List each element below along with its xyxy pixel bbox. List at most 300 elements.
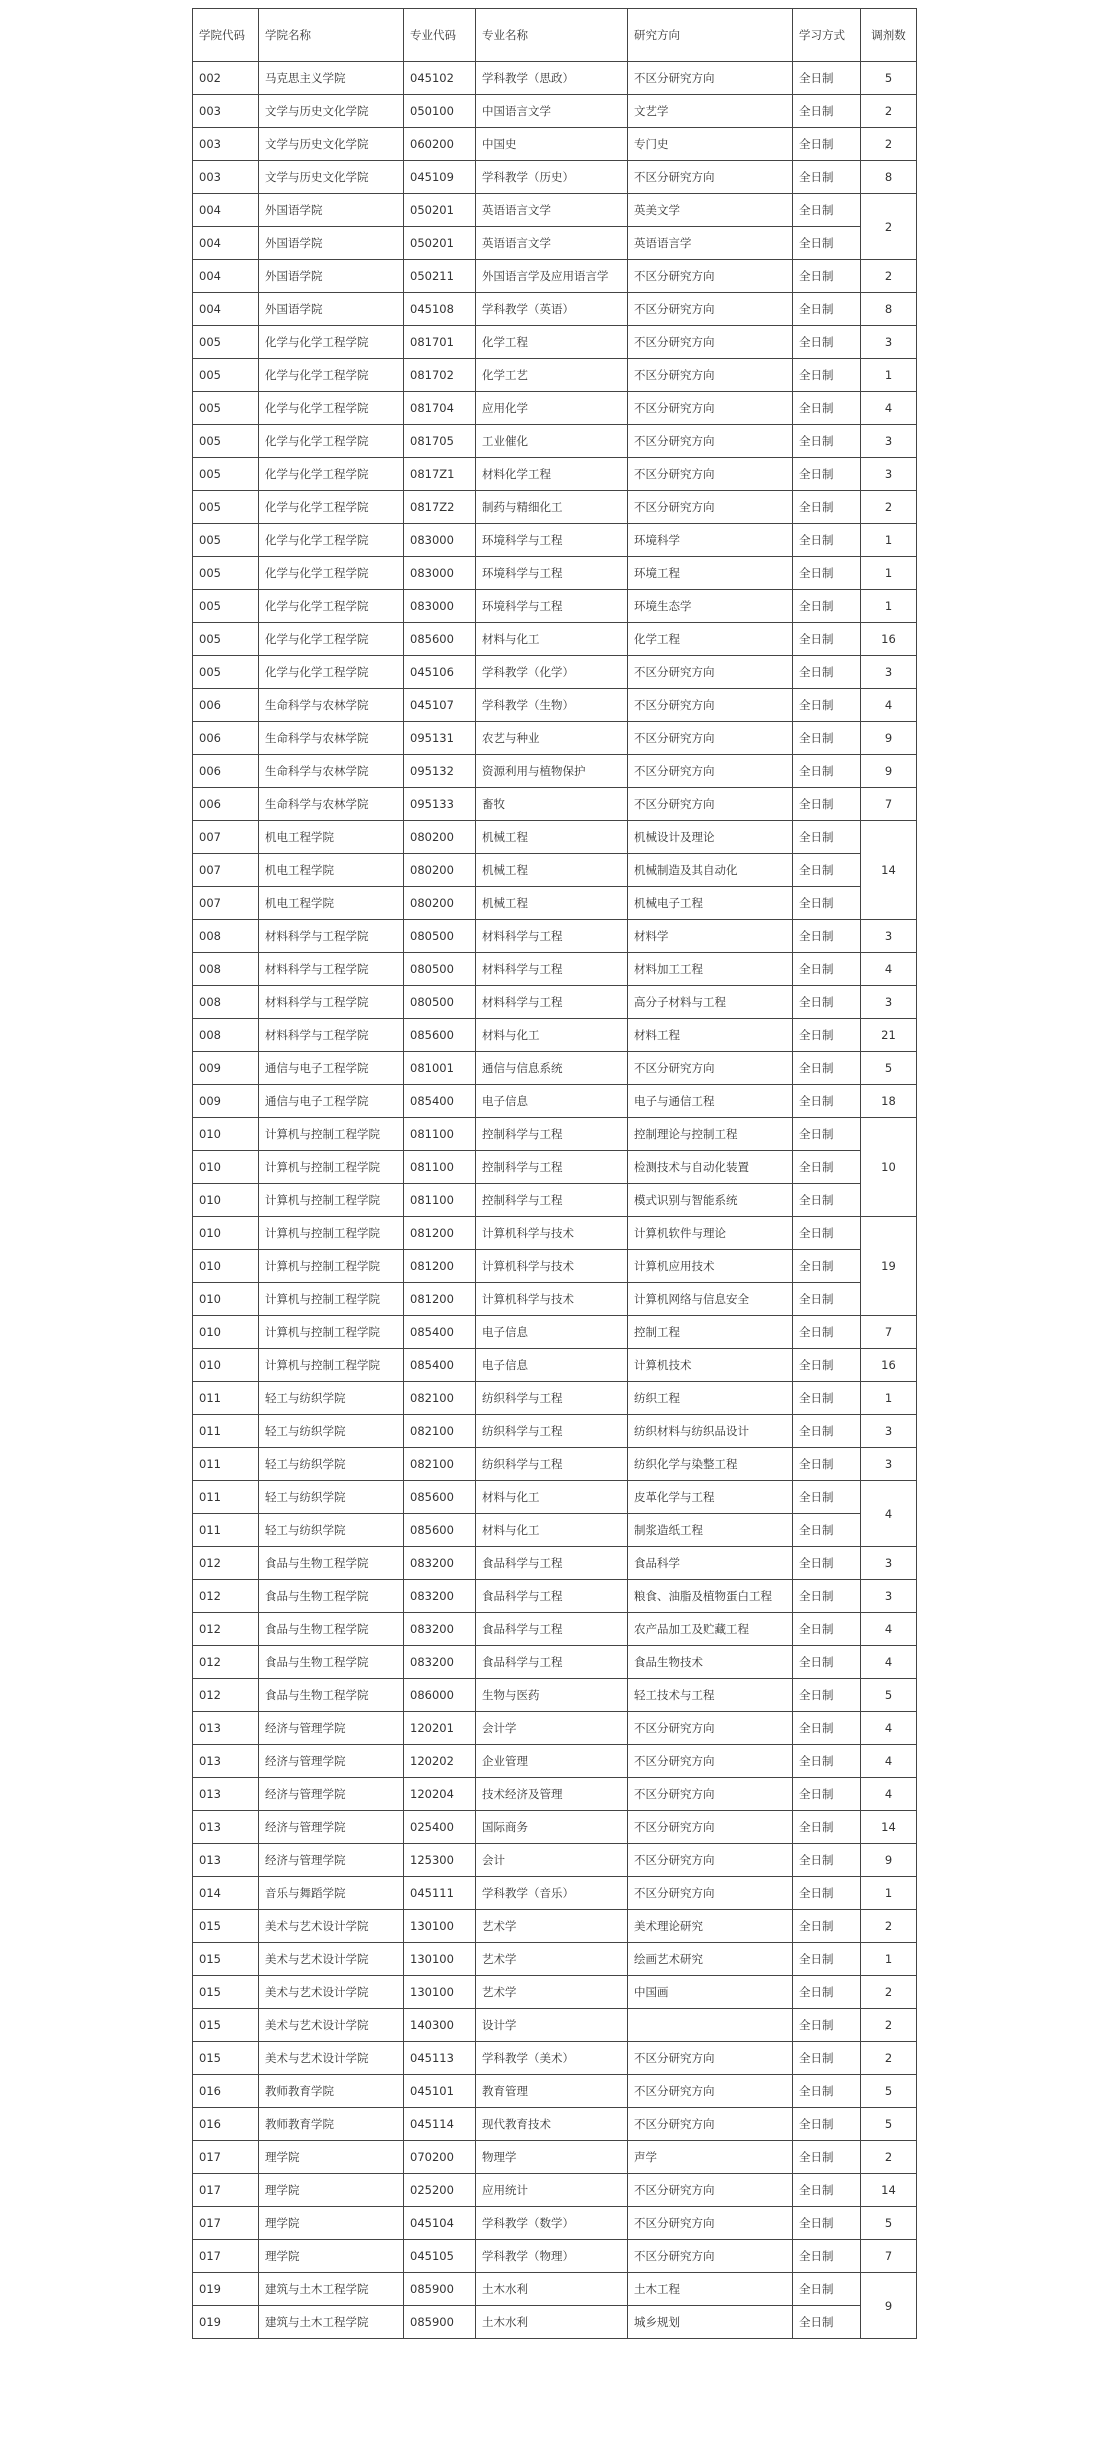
- cell-study-mode: 全日制: [793, 656, 861, 689]
- cell-major-code: 082100: [404, 1382, 476, 1415]
- cell-college-name: 经济与管理学院: [259, 1811, 404, 1844]
- cell-study-mode: 全日制: [793, 1283, 861, 1316]
- header-research-direction: 研究方向: [628, 9, 793, 62]
- cell-major-code: 120201: [404, 1712, 476, 1745]
- cell-quota: 2: [861, 2141, 917, 2174]
- cell-college-code: 015: [193, 1910, 259, 1943]
- cell-major-code: 081701: [404, 326, 476, 359]
- table-row: [193, 1217, 917, 1250]
- table-row: [193, 227, 917, 260]
- table-row: [193, 1547, 917, 1580]
- cell-study-mode: 全日制: [793, 227, 861, 260]
- cell-major-code: 130100: [404, 1910, 476, 1943]
- cell-research-direction: 不区分研究方向: [628, 1778, 793, 1811]
- cell-college-code: 012: [193, 1613, 259, 1646]
- table-row: [193, 1943, 917, 1976]
- cell-college-name: 计算机与控制工程学院: [259, 1250, 404, 1283]
- cell-quota: 4: [861, 953, 917, 986]
- cell-major-name: 应用化学: [476, 392, 628, 425]
- table-row: [193, 1844, 917, 1877]
- cell-quota: 4: [861, 1646, 917, 1679]
- cell-college-code: 010: [193, 1349, 259, 1382]
- cell-college-name: 美术与艺术设计学院: [259, 1943, 404, 1976]
- cell-major-name: 学科教学（美术）: [476, 2042, 628, 2075]
- cell-major-code: 045113: [404, 2042, 476, 2075]
- cell-major-name: 控制科学与工程: [476, 1118, 628, 1151]
- cell-college-name: 材料科学与工程学院: [259, 920, 404, 953]
- cell-college-code: 003: [193, 95, 259, 128]
- cell-quota: 8: [861, 161, 917, 194]
- cell-college-code: 005: [193, 359, 259, 392]
- cell-college-name: 教师教育学院: [259, 2108, 404, 2141]
- cell-quota: 10: [861, 1118, 917, 1217]
- cell-major-name: 学科教学（物理）: [476, 2240, 628, 2273]
- cell-college-code: 005: [193, 491, 259, 524]
- cell-college-name: 文学与历史文化学院: [259, 128, 404, 161]
- table-row: [193, 689, 917, 722]
- cell-college-code: 005: [193, 557, 259, 590]
- cell-college-name: 材料科学与工程学院: [259, 1019, 404, 1052]
- cell-research-direction: 不区分研究方向: [628, 722, 793, 755]
- table-row: [193, 491, 917, 524]
- cell-major-name: 计算机科学与技术: [476, 1217, 628, 1250]
- table-row: [193, 1382, 917, 1415]
- cell-research-direction: 不区分研究方向: [628, 260, 793, 293]
- table-body: [193, 62, 917, 2339]
- cell-major-code: 083000: [404, 524, 476, 557]
- cell-college-code: 011: [193, 1415, 259, 1448]
- cell-quota: 5: [861, 62, 917, 95]
- cell-college-name: 经济与管理学院: [259, 1778, 404, 1811]
- cell-quota: 1: [861, 524, 917, 557]
- cell-research-direction: 文艺学: [628, 95, 793, 128]
- cell-study-mode: 全日制: [793, 557, 861, 590]
- cell-college-code: 015: [193, 1976, 259, 2009]
- cell-research-direction: 控制理论与控制工程: [628, 1118, 793, 1151]
- cell-college-code: 011: [193, 1382, 259, 1415]
- cell-quota: 5: [861, 1052, 917, 1085]
- cell-research-direction: 纺织材料与纺织品设计: [628, 1415, 793, 1448]
- cell-major-name: 会计: [476, 1844, 628, 1877]
- cell-major-name: 外国语言学及应用语言学: [476, 260, 628, 293]
- table-row: [193, 260, 917, 293]
- cell-study-mode: 全日制: [793, 986, 861, 1019]
- cell-study-mode: 全日制: [793, 491, 861, 524]
- cell-research-direction: 制浆造纸工程: [628, 1514, 793, 1547]
- cell-major-name: 食品科学与工程: [476, 1547, 628, 1580]
- cell-major-name: 生物与医药: [476, 1679, 628, 1712]
- cell-major-code: 085400: [404, 1349, 476, 1382]
- cell-quota: 2: [861, 194, 917, 260]
- table-header: [193, 9, 917, 62]
- cell-study-mode: 全日制: [793, 1250, 861, 1283]
- cell-major-name: 企业管理: [476, 1745, 628, 1778]
- cell-college-code: 011: [193, 1448, 259, 1481]
- table-row: [193, 1910, 917, 1943]
- cell-major-name: 土木水利: [476, 2273, 628, 2306]
- cell-study-mode: 全日制: [793, 1184, 861, 1217]
- cell-research-direction: 不区分研究方向: [628, 1712, 793, 1745]
- cell-college-name: 化学与化学工程学院: [259, 656, 404, 689]
- cell-college-code: 004: [193, 260, 259, 293]
- cell-major-code: 082100: [404, 1415, 476, 1448]
- cell-college-name: 理学院: [259, 2240, 404, 2273]
- table-row: [193, 2306, 917, 2339]
- cell-college-name: 通信与电子工程学院: [259, 1085, 404, 1118]
- cell-major-name: 环境科学与工程: [476, 557, 628, 590]
- cell-college-code: 015: [193, 2042, 259, 2075]
- cell-study-mode: 全日制: [793, 1151, 861, 1184]
- header-major-code: 专业代码: [404, 9, 476, 62]
- cell-major-name: 控制科学与工程: [476, 1151, 628, 1184]
- header-major-name: 专业名称: [476, 9, 628, 62]
- cell-college-code: 010: [193, 1184, 259, 1217]
- cell-study-mode: 全日制: [793, 1019, 861, 1052]
- cell-research-direction: 不区分研究方向: [628, 293, 793, 326]
- cell-college-code: 004: [193, 227, 259, 260]
- cell-college-code: 019: [193, 2273, 259, 2306]
- cell-study-mode: 全日制: [793, 2174, 861, 2207]
- cell-study-mode: 全日制: [793, 1580, 861, 1613]
- cell-major-code: 045111: [404, 1877, 476, 1910]
- cell-college-code: 019: [193, 2306, 259, 2339]
- cell-major-code: 086000: [404, 1679, 476, 1712]
- cell-major-code: 095133: [404, 788, 476, 821]
- cell-major-name: 物理学: [476, 2141, 628, 2174]
- cell-quota: 2: [861, 2042, 917, 2075]
- cell-quota: 18: [861, 1085, 917, 1118]
- cell-major-code: 085600: [404, 1514, 476, 1547]
- cell-research-direction: 纺织工程: [628, 1382, 793, 1415]
- cell-college-name: 化学与化学工程学院: [259, 623, 404, 656]
- cell-study-mode: 全日制: [793, 1415, 861, 1448]
- cell-college-name: 轻工与纺织学院: [259, 1415, 404, 1448]
- cell-major-code: 045114: [404, 2108, 476, 2141]
- cell-college-name: 美术与艺术设计学院: [259, 2009, 404, 2042]
- cell-research-direction: 机械制造及其自动化: [628, 854, 793, 887]
- cell-college-name: 经济与管理学院: [259, 1712, 404, 1745]
- cell-college-code: 012: [193, 1646, 259, 1679]
- table-row: [193, 524, 917, 557]
- cell-college-code: 017: [193, 2240, 259, 2273]
- cell-study-mode: 全日制: [793, 2042, 861, 2075]
- cell-quota: 7: [861, 2240, 917, 2273]
- cell-college-name: 文学与历史文化学院: [259, 95, 404, 128]
- cell-major-name: 食品科学与工程: [476, 1580, 628, 1613]
- cell-college-code: 006: [193, 788, 259, 821]
- cell-major-code: 080200: [404, 821, 476, 854]
- table-row: [193, 986, 917, 1019]
- cell-major-code: 0817Z1: [404, 458, 476, 491]
- table-row: [193, 2207, 917, 2240]
- cell-study-mode: 全日制: [793, 2207, 861, 2240]
- cell-college-code: 007: [193, 854, 259, 887]
- cell-major-code: 080200: [404, 887, 476, 920]
- cell-college-code: 013: [193, 1778, 259, 1811]
- table-row: [193, 1118, 917, 1151]
- table-row: [193, 1811, 917, 1844]
- cell-research-direction: 不区分研究方向: [628, 2042, 793, 2075]
- cell-major-name: 教育管理: [476, 2075, 628, 2108]
- cell-study-mode: 全日制: [793, 1745, 861, 1778]
- cell-study-mode: 全日制: [793, 359, 861, 392]
- cell-study-mode: 全日制: [793, 1844, 861, 1877]
- cell-major-name: 机械工程: [476, 854, 628, 887]
- cell-major-code: 045105: [404, 2240, 476, 2273]
- table-row: [193, 1580, 917, 1613]
- cell-study-mode: 全日制: [793, 2009, 861, 2042]
- cell-major-name: 技术经济及管理: [476, 1778, 628, 1811]
- cell-college-code: 005: [193, 623, 259, 656]
- cell-college-code: 014: [193, 1877, 259, 1910]
- cell-quota: 4: [861, 1481, 917, 1547]
- cell-research-direction: 不区分研究方向: [628, 755, 793, 788]
- cell-major-code: 050201: [404, 227, 476, 260]
- cell-college-name: 材料科学与工程学院: [259, 953, 404, 986]
- cell-quota: 1: [861, 590, 917, 623]
- cell-college-code: 003: [193, 128, 259, 161]
- cell-major-name: 化学工程: [476, 326, 628, 359]
- cell-research-direction: 纺织化学与染整工程: [628, 1448, 793, 1481]
- cell-quota: 4: [861, 1745, 917, 1778]
- table-row: [193, 2141, 917, 2174]
- table-row: [193, 1052, 917, 1085]
- cell-study-mode: 全日制: [793, 1976, 861, 2009]
- cell-major-code: 045104: [404, 2207, 476, 2240]
- table-row: [193, 1316, 917, 1349]
- table-row: [193, 392, 917, 425]
- cell-research-direction: [628, 2009, 793, 2042]
- cell-college-name: 计算机与控制工程学院: [259, 1217, 404, 1250]
- cell-research-direction: 英美文学: [628, 194, 793, 227]
- cell-college-name: 建筑与土木工程学院: [259, 2273, 404, 2306]
- cell-college-name: 食品与生物工程学院: [259, 1679, 404, 1712]
- cell-quota: 2: [861, 1976, 917, 2009]
- cell-college-name: 计算机与控制工程学院: [259, 1283, 404, 1316]
- cell-quota: 8: [861, 293, 917, 326]
- cell-quota: 5: [861, 2075, 917, 2108]
- cell-college-name: 化学与化学工程学院: [259, 524, 404, 557]
- cell-quota: 5: [861, 1679, 917, 1712]
- cell-study-mode: 全日制: [793, 1778, 861, 1811]
- cell-college-code: 015: [193, 2009, 259, 2042]
- cell-research-direction: 计算机技术: [628, 1349, 793, 1382]
- table-row: [193, 62, 917, 95]
- cell-research-direction: 不区分研究方向: [628, 392, 793, 425]
- cell-college-name: 食品与生物工程学院: [259, 1580, 404, 1613]
- cell-study-mode: 全日制: [793, 2306, 861, 2339]
- cell-study-mode: 全日制: [793, 2108, 861, 2141]
- cell-major-code: 080500: [404, 920, 476, 953]
- cell-college-name: 外国语学院: [259, 260, 404, 293]
- cell-research-direction: 城乡规划: [628, 2306, 793, 2339]
- cell-quota: 19: [861, 1217, 917, 1316]
- cell-research-direction: 不区分研究方向: [628, 491, 793, 524]
- cell-college-name: 化学与化学工程学院: [259, 359, 404, 392]
- cell-research-direction: 控制工程: [628, 1316, 793, 1349]
- cell-major-code: 080200: [404, 854, 476, 887]
- cell-major-code: 045106: [404, 656, 476, 689]
- cell-college-code: 011: [193, 1481, 259, 1514]
- cell-research-direction: 美术理论研究: [628, 1910, 793, 1943]
- table-row: [193, 2042, 917, 2075]
- cell-college-name: 轻工与纺织学院: [259, 1481, 404, 1514]
- cell-college-code: 003: [193, 161, 259, 194]
- cell-major-name: 食品科学与工程: [476, 1646, 628, 1679]
- cell-quota: 5: [861, 2207, 917, 2240]
- cell-research-direction: 环境科学: [628, 524, 793, 557]
- table-row: [193, 590, 917, 623]
- table-row: [193, 1349, 917, 1382]
- cell-major-name: 学科教学（数学）: [476, 2207, 628, 2240]
- cell-college-name: 化学与化学工程学院: [259, 557, 404, 590]
- cell-major-name: 电子信息: [476, 1349, 628, 1382]
- cell-college-name: 生命科学与农林学院: [259, 689, 404, 722]
- table-row: [193, 1448, 917, 1481]
- cell-major-code: 050211: [404, 260, 476, 293]
- table-row: [193, 557, 917, 590]
- cell-study-mode: 全日制: [793, 1811, 861, 1844]
- cell-major-name: 环境科学与工程: [476, 590, 628, 623]
- cell-quota: 1: [861, 1877, 917, 1910]
- cell-research-direction: 不区分研究方向: [628, 62, 793, 95]
- cell-major-name: 通信与信息系统: [476, 1052, 628, 1085]
- cell-college-code: 010: [193, 1316, 259, 1349]
- cell-major-code: 050100: [404, 95, 476, 128]
- cell-major-code: 085900: [404, 2306, 476, 2339]
- cell-college-code: 009: [193, 1052, 259, 1085]
- cell-college-code: 004: [193, 194, 259, 227]
- cell-college-name: 食品与生物工程学院: [259, 1646, 404, 1679]
- cell-college-name: 外国语学院: [259, 194, 404, 227]
- cell-research-direction: 计算机软件与理论: [628, 1217, 793, 1250]
- cell-college-code: 010: [193, 1250, 259, 1283]
- cell-study-mode: 全日制: [793, 1943, 861, 1976]
- cell-college-name: 食品与生物工程学院: [259, 1613, 404, 1646]
- cell-major-code: 045109: [404, 161, 476, 194]
- cell-college-name: 机电工程学院: [259, 821, 404, 854]
- cell-research-direction: 不区分研究方向: [628, 1052, 793, 1085]
- cell-quota: 1: [861, 1943, 917, 1976]
- cell-major-name: 现代教育技术: [476, 2108, 628, 2141]
- cell-college-code: 012: [193, 1580, 259, 1613]
- cell-major-name: 控制科学与工程: [476, 1184, 628, 1217]
- cell-major-name: 材料科学与工程: [476, 920, 628, 953]
- cell-college-code: 002: [193, 62, 259, 95]
- cell-college-name: 计算机与控制工程学院: [259, 1184, 404, 1217]
- cell-research-direction: 不区分研究方向: [628, 2207, 793, 2240]
- cell-quota: 7: [861, 788, 917, 821]
- table-row: [193, 1712, 917, 1745]
- cell-research-direction: 不区分研究方向: [628, 1745, 793, 1778]
- cell-college-code: 007: [193, 821, 259, 854]
- cell-quota: 3: [861, 920, 917, 953]
- cell-quota: 2: [861, 260, 917, 293]
- cell-study-mode: 全日制: [793, 1052, 861, 1085]
- cell-research-direction: 食品生物技术: [628, 1646, 793, 1679]
- cell-research-direction: 材料学: [628, 920, 793, 953]
- cell-college-name: 经济与管理学院: [259, 1844, 404, 1877]
- cell-study-mode: 全日制: [793, 1547, 861, 1580]
- table-row: [193, 2075, 917, 2108]
- cell-major-name: 艺术学: [476, 1910, 628, 1943]
- cell-college-code: 005: [193, 425, 259, 458]
- cell-quota: 16: [861, 623, 917, 656]
- cell-research-direction: 不区分研究方向: [628, 788, 793, 821]
- cell-major-name: 计算机科学与技术: [476, 1283, 628, 1316]
- cell-major-code: 095132: [404, 755, 476, 788]
- adjustment-quota-table: [192, 8, 917, 2339]
- cell-college-name: 教师教育学院: [259, 2075, 404, 2108]
- cell-study-mode: 全日制: [793, 2273, 861, 2306]
- cell-research-direction: 材料加工工程: [628, 953, 793, 986]
- cell-college-code: 011: [193, 1514, 259, 1547]
- cell-college-code: 005: [193, 656, 259, 689]
- cell-major-name: 农艺与种业: [476, 722, 628, 755]
- cell-study-mode: 全日制: [793, 161, 861, 194]
- cell-major-name: 材料与化工: [476, 1514, 628, 1547]
- cell-major-name: 艺术学: [476, 1976, 628, 2009]
- cell-college-code: 013: [193, 1811, 259, 1844]
- cell-quota: 3: [861, 1547, 917, 1580]
- cell-major-code: 083200: [404, 1646, 476, 1679]
- cell-major-code: 120204: [404, 1778, 476, 1811]
- cell-study-mode: 全日制: [793, 1514, 861, 1547]
- table-row: [193, 1250, 917, 1283]
- cell-major-code: 081200: [404, 1217, 476, 1250]
- cell-major-code: 085400: [404, 1316, 476, 1349]
- cell-research-direction: 声学: [628, 2141, 793, 2174]
- cell-college-name: 化学与化学工程学院: [259, 458, 404, 491]
- cell-study-mode: 全日制: [793, 1481, 861, 1514]
- table-row: [193, 920, 917, 953]
- table-row: [193, 623, 917, 656]
- cell-major-name: 化学工艺: [476, 359, 628, 392]
- cell-college-code: 017: [193, 2141, 259, 2174]
- cell-major-code: 081200: [404, 1250, 476, 1283]
- table-row: [193, 1085, 917, 1118]
- cell-major-name: 学科教学（英语）: [476, 293, 628, 326]
- cell-study-mode: 全日制: [793, 128, 861, 161]
- cell-study-mode: 全日制: [793, 755, 861, 788]
- cell-research-direction: 皮革化学与工程: [628, 1481, 793, 1514]
- cell-major-name: 纺织科学与工程: [476, 1382, 628, 1415]
- cell-research-direction: 计算机应用技术: [628, 1250, 793, 1283]
- cell-study-mode: 全日制: [793, 62, 861, 95]
- cell-study-mode: 全日制: [793, 1349, 861, 1382]
- table-row: [193, 1877, 917, 1910]
- cell-major-code: 085400: [404, 1085, 476, 1118]
- cell-college-code: 006: [193, 689, 259, 722]
- cell-college-code: 012: [193, 1679, 259, 1712]
- cell-study-mode: 全日制: [793, 1316, 861, 1349]
- table-row: [193, 1778, 917, 1811]
- cell-major-code: 050201: [404, 194, 476, 227]
- cell-college-name: 计算机与控制工程学院: [259, 1349, 404, 1382]
- cell-major-name: 学科教学（思政）: [476, 62, 628, 95]
- table-row: [193, 1613, 917, 1646]
- cell-quota: 5: [861, 2108, 917, 2141]
- cell-quota: 16: [861, 1349, 917, 1382]
- cell-college-name: 轻工与纺织学院: [259, 1448, 404, 1481]
- cell-quota: 1: [861, 1382, 917, 1415]
- cell-college-name: 化学与化学工程学院: [259, 326, 404, 359]
- cell-major-name: 材料与化工: [476, 623, 628, 656]
- cell-major-name: 艺术学: [476, 1943, 628, 1976]
- cell-college-name: 美术与艺术设计学院: [259, 1910, 404, 1943]
- cell-major-name: 电子信息: [476, 1085, 628, 1118]
- cell-major-name: 计算机科学与技术: [476, 1250, 628, 1283]
